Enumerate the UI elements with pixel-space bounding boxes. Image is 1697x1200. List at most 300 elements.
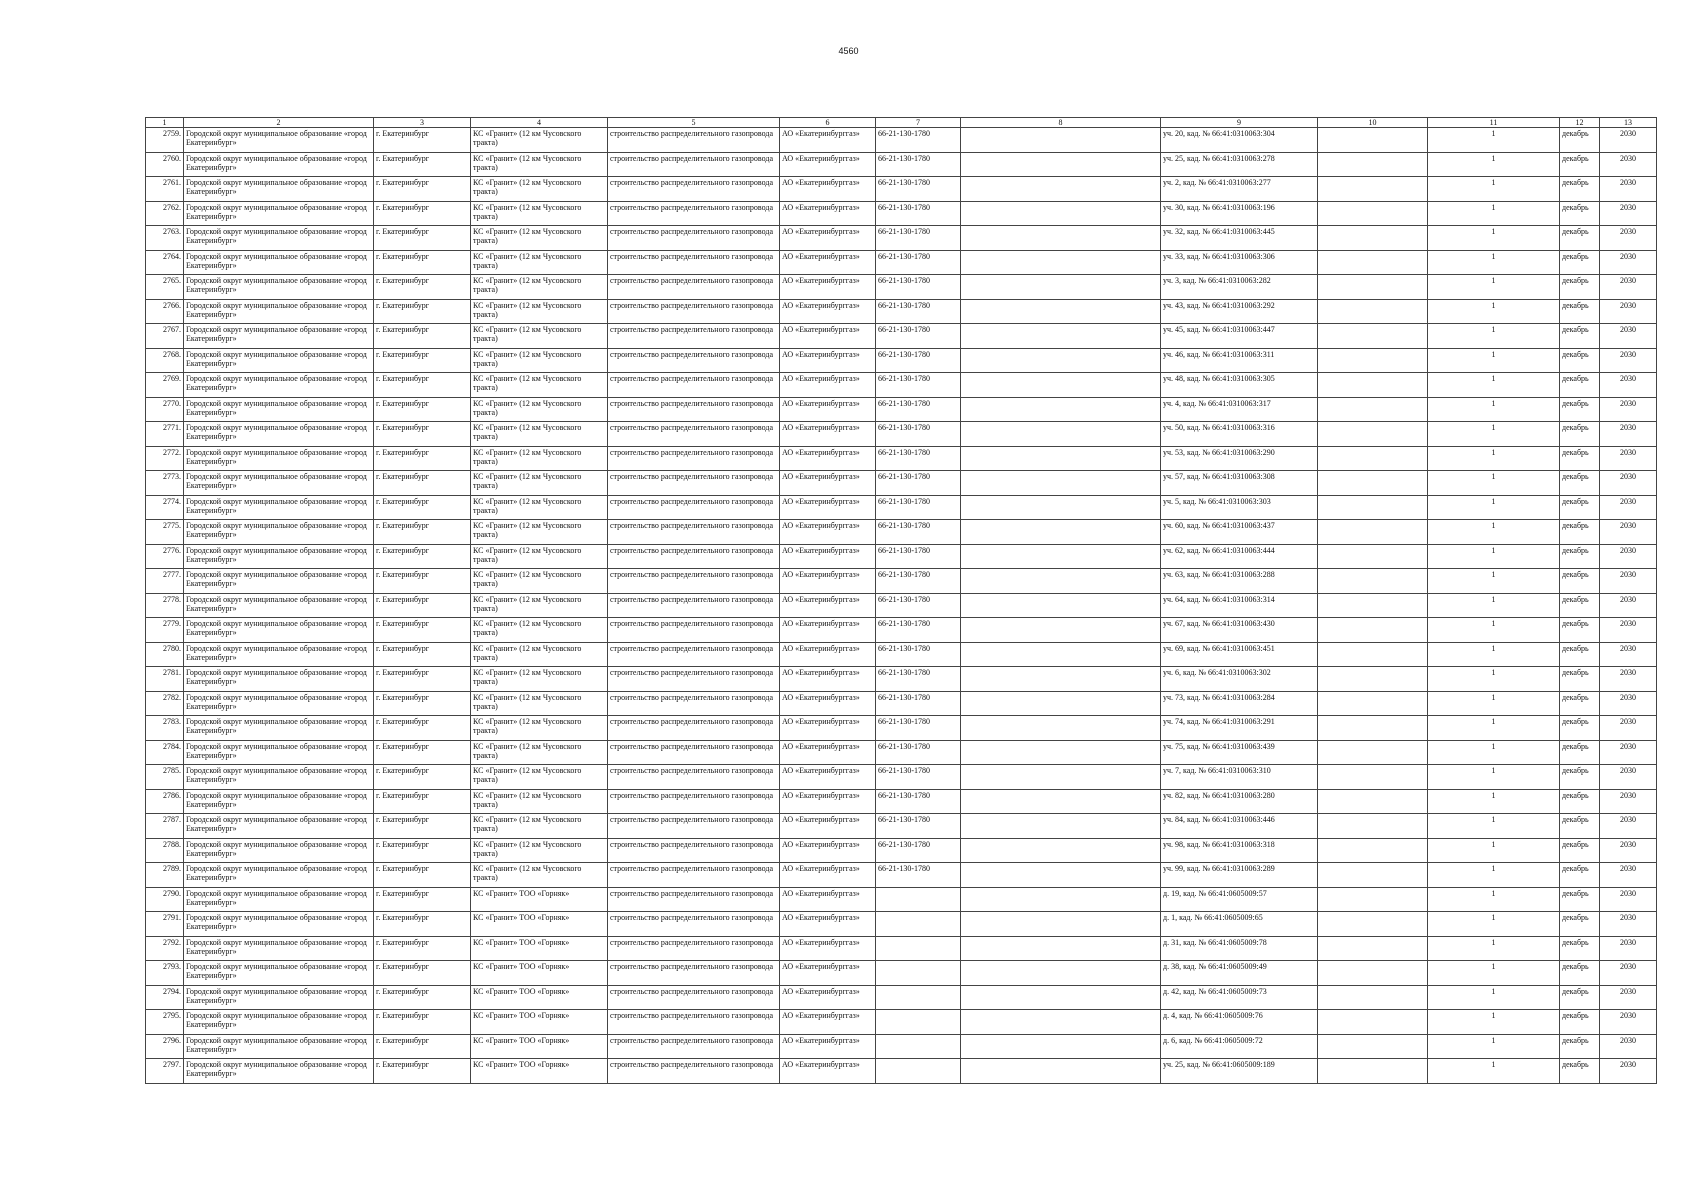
column-8-cell — [961, 887, 1161, 912]
registry-code-cell: 66-21-130-1780 — [876, 348, 961, 373]
purpose-cell: строительство распределительного газопровода — [608, 1010, 780, 1035]
object-cell: КС «Гранит» (12 км Чусовского тракта) — [471, 397, 608, 422]
column-header: 7 — [876, 118, 961, 128]
row-number-cell: 2777. — [146, 569, 184, 594]
city-cell: г. Екатеринбург — [374, 814, 471, 839]
column-10-cell — [1318, 1059, 1428, 1084]
year-cell: 2030 — [1600, 446, 1657, 471]
object-cell: КС «Гранит» (12 км Чусовского тракта) — [471, 495, 608, 520]
municipality-cell: Городской округ муниципальное образование «город Екатеринбург» — [184, 348, 374, 373]
purpose-cell: строительство распределительного газопровода — [608, 348, 780, 373]
object-cell: КС «Гранит» (12 км Чусовского тракта) — [471, 324, 608, 349]
municipality-cell: Городской округ муниципальное образование «город Екатеринбург» — [184, 520, 374, 545]
column-8-cell — [961, 250, 1161, 275]
year-cell: 2030 — [1600, 1010, 1657, 1035]
municipality-cell: Городской округ муниципальное образование «город Екатеринбург» — [184, 642, 374, 667]
table-row — [146, 887, 1657, 912]
table-row — [146, 618, 1657, 643]
year-cell: 2030 — [1600, 887, 1657, 912]
page-number: 4560 — [838, 46, 859, 56]
month-cell: декабрь — [1560, 226, 1600, 251]
year-cell: 2030 — [1600, 128, 1657, 153]
year-cell: 2030 — [1600, 691, 1657, 716]
column-10-cell — [1318, 422, 1428, 447]
count-cell: 1 — [1428, 765, 1560, 790]
object-cell: КС «Гранит» ТОО «Горняк» — [471, 1034, 608, 1059]
city-cell: г. Екатеринбург — [374, 250, 471, 275]
row-number-cell: 2772. — [146, 446, 184, 471]
column-8-cell — [961, 814, 1161, 839]
municipality-cell: Городской округ муниципальное образование «город Екатеринбург» — [184, 789, 374, 814]
year-cell: 2030 — [1600, 495, 1657, 520]
row-number-cell: 2781. — [146, 667, 184, 692]
column-8-cell — [961, 912, 1161, 937]
organization-cell: АО «Екатеринбурггаз» — [780, 740, 876, 765]
municipality-cell: Городской округ муниципальное образование «город Екатеринбург» — [184, 250, 374, 275]
city-cell: г. Екатеринбург — [374, 961, 471, 986]
registry-code-cell — [876, 985, 961, 1010]
registry-code-cell: 66-21-130-1780 — [876, 152, 961, 177]
table-row — [146, 446, 1657, 471]
column-10-cell — [1318, 667, 1428, 692]
column-10-cell — [1318, 544, 1428, 569]
registry-code-cell: 66-21-130-1780 — [876, 716, 961, 741]
organization-cell: АО «Екатеринбурггаз» — [780, 299, 876, 324]
purpose-cell: строительство распределительного газопровода — [608, 667, 780, 692]
row-number-cell: 2784. — [146, 740, 184, 765]
column-8-cell — [961, 593, 1161, 618]
registry-code-cell: 66-21-130-1780 — [876, 593, 961, 618]
municipality-cell: Городской округ муниципальное образование «город Екатеринбург» — [184, 814, 374, 839]
object-cell: КС «Гранит» (12 км Чусовского тракта) — [471, 716, 608, 741]
organization-cell: АО «Екатеринбурггаз» — [780, 838, 876, 863]
city-cell: г. Екатеринбург — [374, 397, 471, 422]
table-row — [146, 691, 1657, 716]
city-cell: г. Екатеринбург — [374, 520, 471, 545]
column-10-cell — [1318, 348, 1428, 373]
purpose-cell: строительство распределительного газопровода — [608, 569, 780, 594]
purpose-cell: строительство распределительного газопровода — [608, 128, 780, 153]
organization-cell: АО «Екатеринбурггаз» — [780, 471, 876, 496]
count-cell: 1 — [1428, 691, 1560, 716]
cadastral-plot-cell: уч. 45, кад. № 66:41:0310063:447 — [1161, 324, 1318, 349]
registry-code-cell — [876, 1010, 961, 1035]
cadastral-plot-cell: уч. 74, кад. № 66:41:0310063:291 — [1161, 716, 1318, 741]
year-cell: 2030 — [1600, 765, 1657, 790]
municipality-cell: Городской округ муниципальное образование «город Екатеринбург» — [184, 593, 374, 618]
count-cell: 1 — [1428, 961, 1560, 986]
cadastral-plot-cell: уч. 62, кад. № 66:41:0310063:444 — [1161, 544, 1318, 569]
registry-code-cell: 66-21-130-1780 — [876, 324, 961, 349]
purpose-cell: строительство распределительного газопровода — [608, 177, 780, 202]
month-cell: декабрь — [1560, 471, 1600, 496]
organization-cell: АО «Екатеринбурггаз» — [780, 912, 876, 937]
column-8-cell — [961, 128, 1161, 153]
column-8-cell — [961, 667, 1161, 692]
row-number-cell: 2775. — [146, 520, 184, 545]
table-row — [146, 324, 1657, 349]
cadastral-plot-cell: уч. 69, кад. № 66:41:0310063:451 — [1161, 642, 1318, 667]
column-header: 2 — [184, 118, 374, 128]
object-cell: КС «Гранит» (12 км Чусовского тракта) — [471, 667, 608, 692]
month-cell: декабрь — [1560, 863, 1600, 888]
table-row — [146, 422, 1657, 447]
organization-cell: АО «Екатеринбурггаз» — [780, 765, 876, 790]
row-number-cell: 2764. — [146, 250, 184, 275]
month-cell: декабрь — [1560, 593, 1600, 618]
municipality-cell: Городской округ муниципальное образование «город Екатеринбург» — [184, 936, 374, 961]
organization-cell: АО «Екатеринбурггаз» — [780, 569, 876, 594]
table-row — [146, 642, 1657, 667]
cadastral-plot-cell: уч. 98, кад. № 66:41:0310063:318 — [1161, 838, 1318, 863]
column-header: 3 — [374, 118, 471, 128]
column-8-cell — [961, 1034, 1161, 1059]
year-cell: 2030 — [1600, 520, 1657, 545]
month-cell: декабрь — [1560, 985, 1600, 1010]
cadastral-plot-cell: уч. 99, кад. № 66:41:0310063:289 — [1161, 863, 1318, 888]
month-cell: декабрь — [1560, 569, 1600, 594]
column-8-cell — [961, 446, 1161, 471]
register-table — [145, 117, 1657, 1084]
row-number-cell: 2778. — [146, 593, 184, 618]
month-cell: декабрь — [1560, 1059, 1600, 1084]
month-cell: декабрь — [1560, 765, 1600, 790]
cadastral-plot-cell: д. 38, кад. № 66:41:0605009:49 — [1161, 961, 1318, 986]
column-10-cell — [1318, 961, 1428, 986]
city-cell: г. Екатеринбург — [374, 348, 471, 373]
column-10-cell — [1318, 887, 1428, 912]
organization-cell: АО «Екатеринбурггаз» — [780, 1034, 876, 1059]
column-header: 12 — [1560, 118, 1600, 128]
column-10-cell — [1318, 128, 1428, 153]
object-cell: КС «Гранит» (12 км Чусовского тракта) — [471, 863, 608, 888]
column-10-cell — [1318, 299, 1428, 324]
column-8-cell — [961, 838, 1161, 863]
municipality-cell: Городской округ муниципальное образование «город Екатеринбург» — [184, 740, 374, 765]
year-cell: 2030 — [1600, 324, 1657, 349]
object-cell: КС «Гранит» (12 км Чусовского тракта) — [471, 765, 608, 790]
table-row — [146, 789, 1657, 814]
column-8-cell — [961, 642, 1161, 667]
cadastral-plot-cell: д. 19, кад. № 66:41:0605009:57 — [1161, 887, 1318, 912]
month-cell: декабрь — [1560, 838, 1600, 863]
municipality-cell: Городской округ муниципальное образование «город Екатеринбург» — [184, 618, 374, 643]
column-10-cell — [1318, 495, 1428, 520]
count-cell: 1 — [1428, 618, 1560, 643]
object-cell: КС «Гранит» ТОО «Горняк» — [471, 961, 608, 986]
registry-code-cell — [876, 961, 961, 986]
month-cell: декабрь — [1560, 618, 1600, 643]
year-cell: 2030 — [1600, 912, 1657, 937]
municipality-cell: Городской округ муниципальное образование «город Екатеринбург» — [184, 912, 374, 937]
count-cell: 1 — [1428, 863, 1560, 888]
count-cell: 1 — [1428, 740, 1560, 765]
column-10-cell — [1318, 936, 1428, 961]
table-row — [146, 128, 1657, 153]
organization-cell: АО «Екатеринбурггаз» — [780, 201, 876, 226]
column-header: 8 — [961, 118, 1161, 128]
city-cell: г. Екатеринбург — [374, 716, 471, 741]
column-8-cell — [961, 961, 1161, 986]
table-row — [146, 912, 1657, 937]
organization-cell: АО «Екатеринбурггаз» — [780, 397, 876, 422]
object-cell: КС «Гранит» (12 км Чусовского тракта) — [471, 544, 608, 569]
purpose-cell: строительство распределительного газопровода — [608, 544, 780, 569]
column-10-cell — [1318, 1034, 1428, 1059]
cadastral-plot-cell: уч. 20, кад. № 66:41:0310063:304 — [1161, 128, 1318, 153]
object-cell: КС «Гранит» (12 км Чусовского тракта) — [471, 152, 608, 177]
column-header: 11 — [1428, 118, 1560, 128]
table-row — [146, 1010, 1657, 1035]
city-cell: г. Екатеринбург — [374, 985, 471, 1010]
month-cell: декабрь — [1560, 544, 1600, 569]
city-cell: г. Екатеринбург — [374, 544, 471, 569]
month-cell: декабрь — [1560, 691, 1600, 716]
count-cell: 1 — [1428, 936, 1560, 961]
registry-code-cell: 66-21-130-1780 — [876, 740, 961, 765]
organization-cell: АО «Екатеринбурггаз» — [780, 863, 876, 888]
organization-cell: АО «Екатеринбурггаз» — [780, 495, 876, 520]
municipality-cell: Городской округ муниципальное образование «город Екатеринбург» — [184, 422, 374, 447]
count-cell: 1 — [1428, 201, 1560, 226]
row-number-cell: 2763. — [146, 226, 184, 251]
purpose-cell: строительство распределительного газопровода — [608, 422, 780, 447]
municipality-cell: Городской округ муниципальное образование «город Екатеринбург» — [184, 177, 374, 202]
year-cell: 2030 — [1600, 348, 1657, 373]
count-cell: 1 — [1428, 471, 1560, 496]
column-10-cell — [1318, 789, 1428, 814]
row-number-cell: 2771. — [146, 422, 184, 447]
row-number-cell: 2761. — [146, 177, 184, 202]
column-8-cell — [961, 765, 1161, 790]
object-cell: КС «Гранит» (12 км Чусовского тракта) — [471, 569, 608, 594]
city-cell: г. Екатеринбург — [374, 691, 471, 716]
cadastral-plot-cell: уч. 5, кад. № 66:41:0310063:303 — [1161, 495, 1318, 520]
city-cell: г. Екатеринбург — [374, 1059, 471, 1084]
city-cell: г. Екатеринбург — [374, 275, 471, 300]
cadastral-plot-cell: уч. 2, кад. № 66:41:0310063:277 — [1161, 177, 1318, 202]
month-cell: декабрь — [1560, 422, 1600, 447]
municipality-cell: Городской округ муниципальное образование «город Екатеринбург» — [184, 1059, 374, 1084]
table-row — [146, 985, 1657, 1010]
column-8-cell — [961, 936, 1161, 961]
year-cell: 2030 — [1600, 299, 1657, 324]
city-cell: г. Екатеринбург — [374, 152, 471, 177]
year-cell: 2030 — [1600, 961, 1657, 986]
table-row — [146, 1059, 1657, 1084]
month-cell: декабрь — [1560, 373, 1600, 398]
column-10-cell — [1318, 863, 1428, 888]
city-cell: г. Екатеринбург — [374, 593, 471, 618]
month-cell: декабрь — [1560, 887, 1600, 912]
column-8-cell — [961, 1010, 1161, 1035]
column-header: 4 — [471, 118, 608, 128]
registry-code-cell — [876, 887, 961, 912]
registry-code-cell: 66-21-130-1780 — [876, 544, 961, 569]
count-cell: 1 — [1428, 495, 1560, 520]
column-10-cell — [1318, 226, 1428, 251]
registry-code-cell: 66-21-130-1780 — [876, 226, 961, 251]
municipality-cell: Городской округ муниципальное образование «город Екатеринбург» — [184, 446, 374, 471]
month-cell: декабрь — [1560, 814, 1600, 839]
column-8-cell — [961, 716, 1161, 741]
municipality-cell: Городской округ муниципальное образование «город Екатеринбург» — [184, 495, 374, 520]
row-number-cell: 2789. — [146, 863, 184, 888]
cadastral-plot-cell: уч. 6, кад. № 66:41:0310063:302 — [1161, 667, 1318, 692]
year-cell: 2030 — [1600, 569, 1657, 594]
column-8-cell — [961, 1059, 1161, 1084]
month-cell: декабрь — [1560, 446, 1600, 471]
organization-cell: АО «Екатеринбурггаз» — [780, 642, 876, 667]
count-cell: 1 — [1428, 593, 1560, 618]
city-cell: г. Екатеринбург — [374, 887, 471, 912]
column-10-cell — [1318, 275, 1428, 300]
object-cell: КС «Гранит» ТОО «Горняк» — [471, 887, 608, 912]
count-cell: 1 — [1428, 1010, 1560, 1035]
row-number-cell: 2769. — [146, 373, 184, 398]
object-cell: КС «Гранит» (12 км Чусовского тракта) — [471, 299, 608, 324]
municipality-cell: Городской округ муниципальное образование «город Екатеринбург» — [184, 863, 374, 888]
year-cell: 2030 — [1600, 863, 1657, 888]
row-number-cell: 2766. — [146, 299, 184, 324]
organization-cell: АО «Екатеринбурггаз» — [780, 887, 876, 912]
table-row — [146, 299, 1657, 324]
purpose-cell: строительство распределительного газопровода — [608, 397, 780, 422]
purpose-cell: строительство распределительного газопровода — [608, 985, 780, 1010]
organization-cell: АО «Екатеринбурггаз» — [780, 446, 876, 471]
column-8-cell — [961, 275, 1161, 300]
year-cell: 2030 — [1600, 201, 1657, 226]
municipality-cell: Городской округ муниципальное образование «город Екатеринбург» — [184, 569, 374, 594]
count-cell: 1 — [1428, 667, 1560, 692]
count-cell: 1 — [1428, 789, 1560, 814]
municipality-cell: Городской округ муниципальное образование «город Екатеринбург» — [184, 128, 374, 153]
municipality-cell: Городской округ муниципальное образование «город Екатеринбург» — [184, 985, 374, 1010]
city-cell: г. Екатеринбург — [374, 838, 471, 863]
cadastral-plot-cell: уч. 30, кад. № 66:41:0310063:196 — [1161, 201, 1318, 226]
table-row — [146, 250, 1657, 275]
table-row — [146, 201, 1657, 226]
purpose-cell: строительство распределительного газопровода — [608, 863, 780, 888]
purpose-cell: строительство распределительного газопровода — [608, 716, 780, 741]
column-8-cell — [961, 985, 1161, 1010]
cadastral-plot-cell: уч. 3, кад. № 66:41:0310063:282 — [1161, 275, 1318, 300]
count-cell: 1 — [1428, 373, 1560, 398]
count-cell: 1 — [1428, 422, 1560, 447]
year-cell: 2030 — [1600, 936, 1657, 961]
municipality-cell: Городской округ муниципальное образование «город Екатеринбург» — [184, 1010, 374, 1035]
registry-code-cell: 66-21-130-1780 — [876, 569, 961, 594]
organization-cell: АО «Екатеринбурггаз» — [780, 716, 876, 741]
organization-cell: АО «Екатеринбурггаз» — [780, 667, 876, 692]
city-cell: г. Екатеринбург — [374, 446, 471, 471]
object-cell: КС «Гранит» (12 км Чусовского тракта) — [471, 593, 608, 618]
organization-cell: АО «Екатеринбурггаз» — [780, 618, 876, 643]
column-10-cell — [1318, 814, 1428, 839]
registry-code-cell: 66-21-130-1780 — [876, 520, 961, 545]
purpose-cell: строительство распределительного газопровода — [608, 814, 780, 839]
registry-code-cell: 66-21-130-1780 — [876, 471, 961, 496]
registry-code-cell: 66-21-130-1780 — [876, 495, 961, 520]
table-row — [146, 397, 1657, 422]
year-cell: 2030 — [1600, 740, 1657, 765]
cadastral-plot-cell: уч. 57, кад. № 66:41:0310063:308 — [1161, 471, 1318, 496]
object-cell: КС «Гранит» (12 км Чусовского тракта) — [471, 642, 608, 667]
year-cell: 2030 — [1600, 618, 1657, 643]
month-cell: декабрь — [1560, 495, 1600, 520]
count-cell: 1 — [1428, 324, 1560, 349]
year-cell: 2030 — [1600, 814, 1657, 839]
year-cell: 2030 — [1600, 1059, 1657, 1084]
municipality-cell: Городской округ муниципальное образование «город Екатеринбург» — [184, 471, 374, 496]
registry-code-cell: 66-21-130-1780 — [876, 446, 961, 471]
purpose-cell: строительство распределительного газопровода — [608, 887, 780, 912]
column-10-cell — [1318, 618, 1428, 643]
table-row — [146, 765, 1657, 790]
city-cell: г. Екатеринбург — [374, 299, 471, 324]
table-row — [146, 544, 1657, 569]
year-cell: 2030 — [1600, 838, 1657, 863]
month-cell: декабрь — [1560, 789, 1600, 814]
column-8-cell — [961, 544, 1161, 569]
cadastral-plot-cell: уч. 64, кад. № 66:41:0310063:314 — [1161, 593, 1318, 618]
registry-code-cell: 66-21-130-1780 — [876, 128, 961, 153]
registry-code-cell: 66-21-130-1780 — [876, 642, 961, 667]
city-cell: г. Екатеринбург — [374, 912, 471, 937]
month-cell: декабрь — [1560, 128, 1600, 153]
municipality-cell: Городской округ муниципальное образование «город Екатеринбург» — [184, 299, 374, 324]
column-header: 9 — [1161, 118, 1318, 128]
column-8-cell — [961, 422, 1161, 447]
column-header: 10 — [1318, 118, 1428, 128]
object-cell: КС «Гранит» (12 км Чусовского тракта) — [471, 838, 608, 863]
table-row — [146, 495, 1657, 520]
table-row — [146, 814, 1657, 839]
city-cell: г. Екатеринбург — [374, 667, 471, 692]
municipality-cell: Городской округ муниципальное образование «город Екатеринбург» — [184, 887, 374, 912]
row-number-cell: 2792. — [146, 936, 184, 961]
purpose-cell: строительство распределительного газопровода — [608, 471, 780, 496]
row-number-cell: 2793. — [146, 961, 184, 986]
city-cell: г. Екатеринбург — [374, 863, 471, 888]
row-number-cell: 2788. — [146, 838, 184, 863]
year-cell: 2030 — [1600, 177, 1657, 202]
cadastral-plot-cell: уч. 60, кад. № 66:41:0310063:437 — [1161, 520, 1318, 545]
organization-cell: АО «Екатеринбурггаз» — [780, 544, 876, 569]
table-row — [146, 716, 1657, 741]
municipality-cell: Городской округ муниципальное образование «город Екатеринбург» — [184, 838, 374, 863]
object-cell: КС «Гранит» ТОО «Горняк» — [471, 1059, 608, 1084]
row-number-cell: 2767. — [146, 324, 184, 349]
count-cell: 1 — [1428, 226, 1560, 251]
row-number-cell: 2762. — [146, 201, 184, 226]
table-row — [146, 740, 1657, 765]
row-number-cell: 2795. — [146, 1010, 184, 1035]
count-cell: 1 — [1428, 716, 1560, 741]
purpose-cell: строительство распределительного газопровода — [608, 299, 780, 324]
count-cell: 1 — [1428, 642, 1560, 667]
year-cell: 2030 — [1600, 373, 1657, 398]
organization-cell: АО «Екатеринбурггаз» — [780, 789, 876, 814]
cadastral-plot-cell: уч. 33, кад. № 66:41:0310063:306 — [1161, 250, 1318, 275]
column-10-cell — [1318, 324, 1428, 349]
count-cell: 1 — [1428, 520, 1560, 545]
column-8-cell — [961, 397, 1161, 422]
column-10-cell — [1318, 1010, 1428, 1035]
column-number-row — [146, 118, 1657, 128]
registry-code-cell: 66-21-130-1780 — [876, 789, 961, 814]
purpose-cell: строительство распределительного газопровода — [608, 152, 780, 177]
